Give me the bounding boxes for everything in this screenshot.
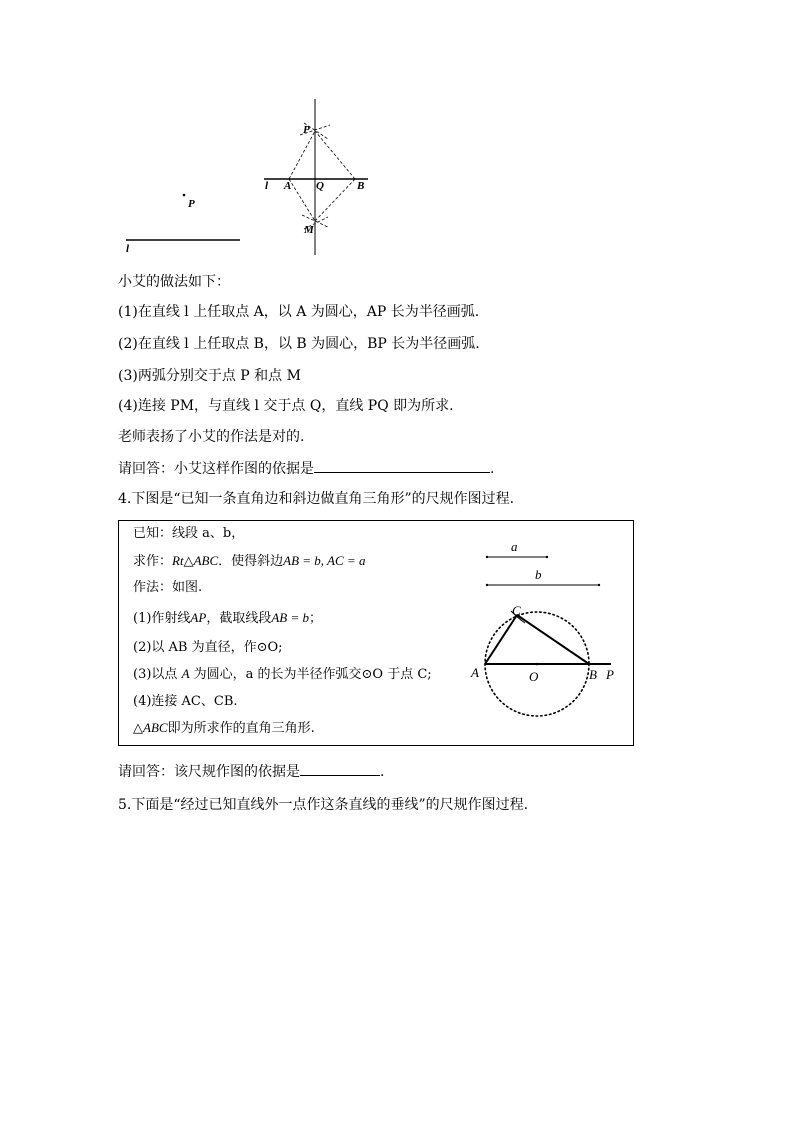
dashed-ap: [289, 131, 315, 179]
seek-math2: AB = b, AC = a: [283, 553, 366, 568]
label-point-p: P: [188, 198, 195, 210]
label-b-point: B: [589, 667, 597, 682]
box-step-4: (4)连接 AC、CB.: [133, 694, 238, 709]
q3-answer-blank[interactable]: [314, 458, 490, 473]
segment-a-end-right: [546, 556, 548, 558]
box-step-3: [133, 665, 432, 684]
label-a-point: A: [471, 665, 479, 680]
segment-b-end-right: [598, 584, 600, 586]
final-text: 即为所求作的直角三角形.: [167, 721, 315, 736]
construction-box: [118, 520, 634, 746]
dashed-am: [289, 179, 315, 221]
q4-answer-blank[interactable]: [300, 761, 380, 776]
question-4-answer-line: [118, 761, 384, 782]
text-line-1: 小艾的做法如下：: [118, 274, 230, 290]
text-line-3: (2)在直线 l 上任取点 B，以 B 为圆心，BP 长为半径画弧.: [118, 336, 480, 352]
center-o: [536, 663, 539, 666]
step1-b: ，截取线段: [206, 611, 272, 626]
question-5-title: 5.下面是“经过已知直线外一点作这条直线的垂线”的尺规作图过程.: [118, 797, 529, 813]
q4-end: .: [380, 764, 385, 780]
q3-prompt: 请回答：小艾这样作图的依据是: [118, 461, 314, 477]
label-line-l: l: [126, 243, 130, 255]
step3-b: 为圆心，a 的长为半径作弧交⊙O 于点 C;: [193, 667, 432, 682]
point-dot: [183, 194, 186, 197]
label-q: Q: [316, 180, 324, 192]
step3-m: A: [181, 666, 190, 681]
step1-m1: AP: [190, 610, 207, 625]
figure-point-and-line: [118, 180, 248, 255]
segment-a-end-left: [486, 556, 488, 558]
step1-m2: AB = b: [271, 610, 309, 625]
q4-prompt: 请回答：该尺规作图的依据是: [118, 764, 300, 780]
box-known: 已知：线段 a、b，: [133, 526, 245, 541]
seek-math: Rt△ABC: [172, 553, 219, 568]
segment-cb: [517, 615, 589, 664]
box-final: [133, 719, 315, 738]
text-line-5: (4)连接 PM，与直线 l 交于点 Q，直线 PQ 即为所求.: [118, 398, 454, 414]
label-o: O: [529, 669, 539, 684]
segment-b-end-left: [486, 584, 488, 586]
text-line-2: (1)在直线 l 上任取点 A，以 A 为圆心，AP 长为半径画弧.: [118, 304, 480, 320]
figure-construction: [258, 97, 373, 259]
step1-c: ；: [308, 611, 322, 626]
box-method: 作法：如图.: [133, 580, 203, 595]
step3-a: (3)以点: [133, 667, 178, 682]
step1-a: (1)作射线: [133, 611, 191, 626]
text-line-6: 老师表扬了小艾的作法是对的.: [118, 429, 305, 445]
label-b: B: [357, 180, 365, 192]
label-m: M: [304, 224, 314, 236]
label-l: l: [265, 180, 269, 192]
label-b-length: b: [535, 567, 542, 582]
label-a-length: a: [511, 539, 518, 554]
figure-right-triangle: [449, 529, 629, 739]
question-4-title: 4.下图是“已知一条直角边和斜边做直角三角形”的尺规作图过程.: [118, 491, 515, 507]
label-p: P: [303, 124, 310, 136]
label-a: A: [284, 180, 292, 192]
box-step-2: (2)以 AB 为直径，作⊙O;: [133, 640, 283, 655]
seek-mid: ．使得斜边: [218, 554, 284, 569]
dashed-bp: [315, 131, 355, 179]
q3-end: .: [490, 461, 495, 477]
label-c: C: [512, 603, 521, 618]
text-line-4: (3)两弧分别交于点 P 和点 M: [118, 368, 301, 384]
question-3-answer-line: [118, 458, 494, 479]
segment-ac: [485, 615, 517, 664]
seek-prefix: 求作：: [133, 554, 173, 569]
final-math: △ABC: [133, 720, 168, 735]
label-p-point: P: [606, 667, 614, 682]
box-step-1: [133, 609, 322, 628]
box-seek: [133, 552, 365, 571]
